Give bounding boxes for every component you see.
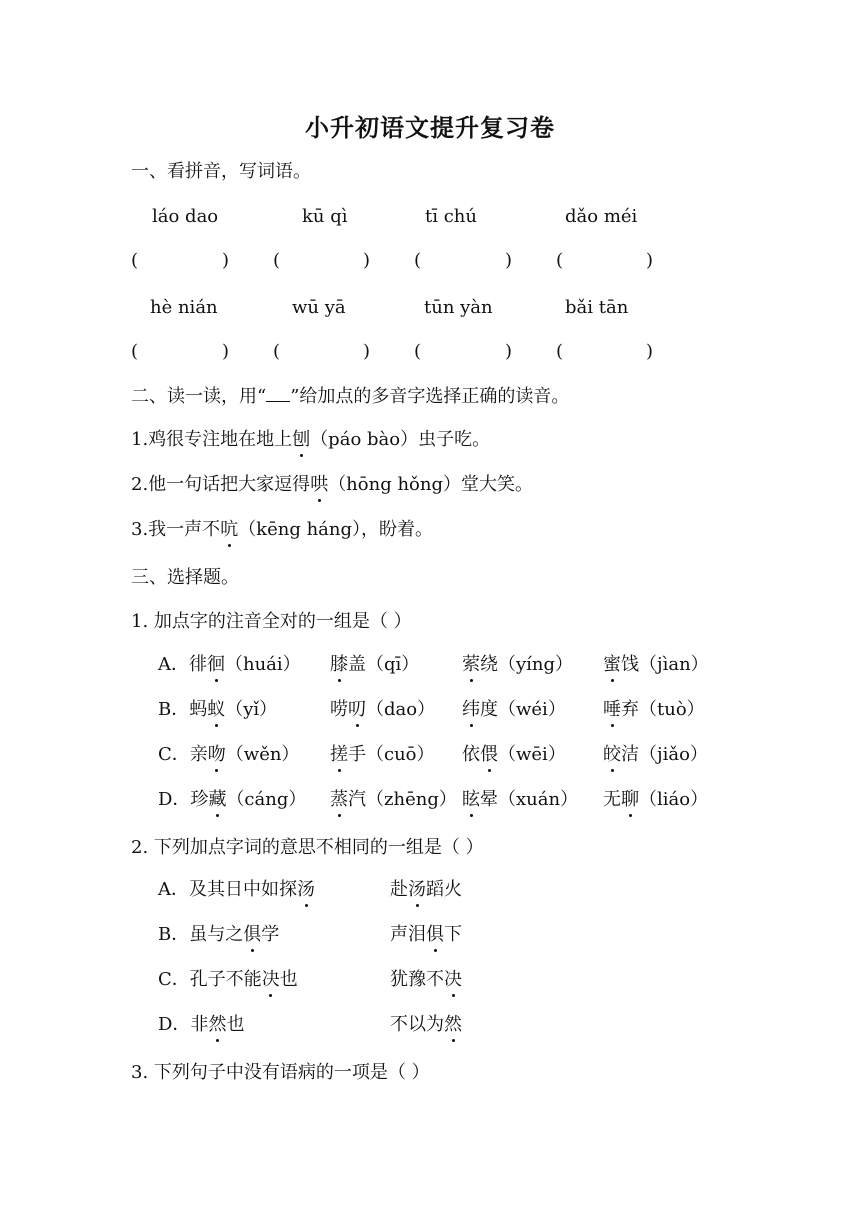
- word-text: 汽: [348, 789, 366, 810]
- word-text: 也: [279, 969, 298, 990]
- word-text: 下: [444, 924, 462, 945]
- item-text: （kēng háng），盼着。: [238, 519, 434, 540]
- pinyin-1-4: dǎo méi: [565, 206, 638, 227]
- pinyin-text: （yǐ）: [225, 699, 278, 720]
- pinyin-1-1: láo dao: [152, 206, 219, 227]
- q1-stem: 1. 加点字的注音全对的一组是（ ）: [131, 611, 412, 632]
- dotted-char: 徊: [207, 654, 225, 675]
- pinyin-2-3: tūn yàn: [424, 297, 493, 318]
- dotted-char: 搓: [330, 744, 348, 765]
- dotted-char: 俱: [426, 924, 444, 945]
- q1-option-cell: [330, 698, 435, 722]
- section2-heading-b: ”给加点的多音字选择正确的读音。: [290, 386, 570, 407]
- item-text: 1.鸡很专注地在地上: [131, 429, 293, 450]
- q1-option-cell: [603, 788, 708, 812]
- dotted-char: 皎: [603, 744, 621, 765]
- pinyin-text: （liáo）: [639, 789, 709, 810]
- q1-option-cell: [462, 698, 566, 722]
- word-text: 饯: [621, 654, 639, 675]
- word-text: 盖: [348, 654, 366, 675]
- word-text: D．珍: [158, 789, 209, 810]
- blank-1-4-close: ): [646, 250, 654, 271]
- item-text: 3.我一声不: [131, 519, 221, 540]
- q1-option-cell: [462, 743, 566, 767]
- item-text: 2.他一句话把大家逗得: [131, 474, 311, 495]
- blank-1-4-open: (: [556, 250, 564, 271]
- q1-option-cell: [330, 743, 435, 767]
- blank-2-4-open: (: [556, 341, 564, 362]
- word-text: 晕: [480, 789, 498, 810]
- q1-option-cell: [603, 743, 708, 767]
- dotted-char: 萦: [462, 654, 480, 675]
- word-text: D．非: [158, 1014, 209, 1035]
- item-text: （páo bào）虫子吃。: [310, 429, 491, 450]
- pinyin-2-4: bǎi tān: [565, 297, 629, 318]
- dotted-char: 汤: [408, 879, 426, 900]
- q2-stem: 2. 下列加点字词的意思不相同的一组是（ ）: [131, 837, 484, 858]
- q2-option-left: [158, 1013, 244, 1037]
- section2-item-2: [131, 473, 533, 497]
- q2-option-left: [158, 923, 279, 947]
- pinyin-text: （cáng）: [226, 789, 307, 810]
- pinyin-text: （huái）: [225, 654, 301, 675]
- blank-2-1-close: ): [222, 341, 230, 362]
- q2-option-left: [158, 968, 298, 992]
- word-text: 手: [348, 744, 366, 765]
- pinyin-text: （wěn）: [225, 744, 300, 765]
- dotted-char: 然: [208, 1014, 227, 1035]
- q2-option-right: [390, 878, 462, 902]
- pinyin-1-2: kū qì: [302, 206, 348, 227]
- q1-option-cell: [603, 698, 705, 722]
- q1-option-cell: [603, 653, 709, 677]
- q1-option-cell: [462, 653, 573, 677]
- dotted-char: 蚁: [207, 699, 226, 720]
- pinyin-text: （wēi）: [498, 744, 566, 765]
- q2-option-right: [390, 968, 462, 992]
- dotted-char: 眩: [462, 789, 480, 810]
- q1-option-cell: [158, 788, 306, 812]
- word-text: 洁: [621, 744, 639, 765]
- word-text: C．孔子不能: [158, 969, 262, 990]
- dotted-char: 俱: [243, 924, 262, 945]
- dotted-char: 哄: [310, 474, 329, 495]
- word-text: 无: [603, 789, 621, 810]
- word-text: B．虽与之: [158, 924, 244, 945]
- pinyin-2-1: hè nián: [150, 297, 218, 318]
- dotted-char: 聊: [621, 789, 639, 810]
- pinyin-text: （zhēng）: [366, 789, 457, 810]
- page-title: 小升初语文提升复习卷: [305, 113, 555, 142]
- q1-option-cell: [462, 788, 578, 812]
- underline-mark: [266, 387, 290, 402]
- q1-option-cell: [158, 698, 277, 722]
- word-text: 不以为: [390, 1014, 444, 1035]
- dotted-char: 偎: [480, 744, 498, 765]
- section2-item-1: [131, 428, 490, 452]
- word-text: A．徘: [158, 654, 207, 675]
- dotted-char: 刨: [292, 429, 311, 450]
- pinyin-text: （qī）: [366, 654, 420, 675]
- section2-item-3: [131, 518, 433, 542]
- blank-1-2-open: (: [273, 250, 281, 271]
- section3-heading: 三、选择题。: [131, 567, 239, 588]
- blank-2-1-open: (: [131, 341, 139, 362]
- blank-1-3-open: (: [414, 250, 422, 271]
- dotted-char: 膝: [330, 654, 348, 675]
- q2-option-right: [390, 1013, 462, 1037]
- pinyin-2-2: wū yā: [292, 297, 346, 318]
- section2-heading-a: 二、读一读，用“: [131, 386, 267, 407]
- blank-1-1-close: ): [222, 250, 230, 271]
- section1-heading: 一、看拼音，写词语。: [131, 161, 311, 182]
- blank-1-2-close: ): [363, 250, 371, 271]
- word-text: 声泪: [390, 924, 426, 945]
- pinyin-text: （tuò）: [639, 699, 705, 720]
- blank-1-1-open: (: [131, 250, 139, 271]
- word-text: 弃: [621, 699, 639, 720]
- blank-2-2-close: ): [363, 341, 371, 362]
- pinyin-text: （dao）: [366, 699, 436, 720]
- word-text: 也: [226, 1014, 245, 1035]
- dotted-char: 纬: [462, 699, 480, 720]
- word-text: 学: [261, 924, 280, 945]
- q3-stem: 3. 下列句子中没有语病的一项是（ ）: [131, 1062, 430, 1083]
- dotted-char: 汤: [297, 879, 315, 900]
- q1-option-cell: [158, 743, 299, 767]
- pinyin-text: （yíng）: [498, 654, 574, 675]
- word-text: 唠: [330, 699, 348, 720]
- word-text: 蹈火: [426, 879, 462, 900]
- word-text: 度: [480, 699, 498, 720]
- word-text: 绕: [480, 654, 498, 675]
- dotted-char: 吭: [220, 519, 239, 540]
- dotted-char: 藏: [208, 789, 227, 810]
- q2-option-left: [158, 878, 315, 902]
- blank-2-2-open: (: [273, 341, 281, 362]
- pinyin-text: （jiǎo）: [639, 744, 708, 765]
- pinyin-text: （wéi）: [498, 699, 566, 720]
- word-text: 赴: [390, 879, 408, 900]
- word-text: 犹豫不: [390, 969, 444, 990]
- q1-option-cell: [330, 653, 419, 677]
- dotted-char: 蜜: [603, 654, 621, 675]
- dotted-char: 吻: [207, 744, 226, 765]
- pinyin-1-3: tī chú: [425, 206, 477, 227]
- q1-option-cell: [330, 788, 457, 812]
- item-text: （hōng hǒng）堂大笑。: [328, 474, 533, 495]
- word-text: B．蚂: [158, 699, 208, 720]
- blank-2-3-close: ): [505, 341, 513, 362]
- word-text: 依: [462, 744, 480, 765]
- q1-option-cell: [158, 653, 301, 677]
- pinyin-text: （xuán）: [498, 789, 579, 810]
- blank-2-4-close: ): [646, 341, 654, 362]
- dotted-char: 唾: [603, 699, 621, 720]
- dotted-char: 叨: [348, 699, 366, 720]
- pinyin-text: （jìan）: [639, 654, 709, 675]
- blank-1-3-close: ): [505, 250, 513, 271]
- word-text: C．亲: [158, 744, 208, 765]
- section2-heading: [131, 385, 569, 409]
- dotted-char: 蒸: [330, 789, 348, 810]
- dotted-char: 决: [261, 969, 280, 990]
- dotted-char: 然: [444, 1014, 462, 1035]
- pinyin-text: （cuō）: [366, 744, 435, 765]
- q2-option-right: [390, 923, 462, 947]
- dotted-char: 决: [444, 969, 462, 990]
- blank-2-3-open: (: [414, 341, 422, 362]
- word-text: A．及其日中如探: [158, 879, 297, 900]
